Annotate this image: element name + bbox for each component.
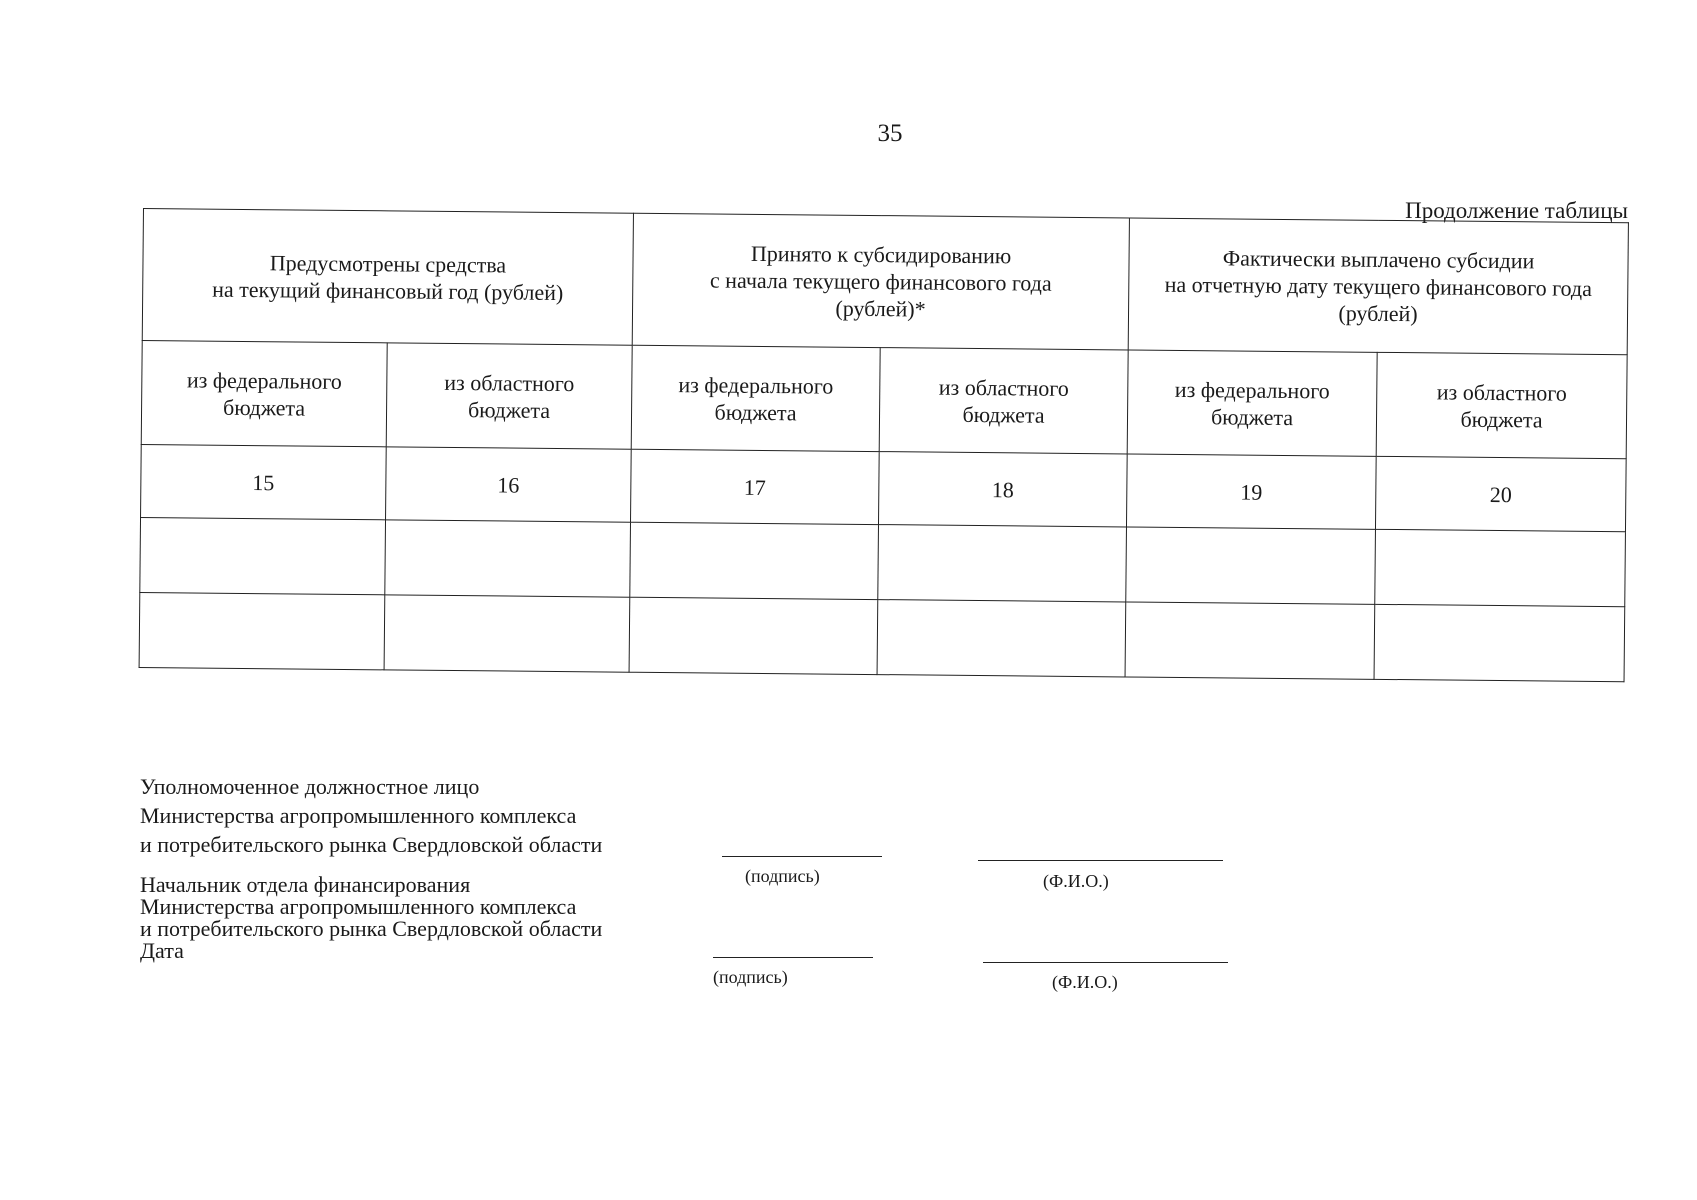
table-row <box>139 592 1625 681</box>
sub-header-cell <box>1127 350 1377 456</box>
group-header-cell <box>1128 218 1628 355</box>
data-cell <box>140 517 386 594</box>
sub-header-regional: из областного бюджета <box>444 369 575 423</box>
signature-caption: (подпись) <box>745 866 820 886</box>
sub-header-regional: из областного бюджета <box>938 374 1069 428</box>
finance-head-title: Начальник отдела финансирования <box>140 872 471 897</box>
group-header-row <box>142 209 1628 355</box>
data-cell <box>385 520 631 597</box>
table-continuation-label: Продолжение таблицы <box>1405 198 1628 223</box>
data-cell <box>630 522 879 599</box>
finance-head-block <box>140 874 700 962</box>
signature-caption: (подпись) <box>713 967 788 987</box>
data-cell <box>1125 602 1375 679</box>
sub-header-cell <box>141 340 387 446</box>
data-cell <box>384 595 630 672</box>
data-cell <box>1126 527 1376 604</box>
group-header-paid: Фактически выплачено субсидии на отчетную дату текущего финансового года (рублей) <box>1164 245 1593 327</box>
authorized-official-title: Уполномоченное должностное лицо <box>140 774 480 799</box>
group-header-cell <box>142 209 633 346</box>
sub-header-row <box>141 340 1627 458</box>
column-number-cell: 20 <box>1375 456 1626 531</box>
authorized-official-block <box>140 772 700 859</box>
table-row <box>140 517 1626 606</box>
data-cell <box>1375 529 1626 606</box>
subsidy-table-container <box>139 208 1628 682</box>
sub-header-federal: из федерального бюджета <box>186 366 342 421</box>
authorized-official-ministry: Министерства агропромышленного комплекса <box>140 803 577 828</box>
finance-head-ministry-region: и потребительского рынка Свердловской области <box>140 916 603 941</box>
data-cell <box>1374 604 1625 681</box>
data-cell <box>629 597 878 674</box>
name-line <box>978 860 1223 861</box>
sub-header-regional: из областного бюджета <box>1436 378 1567 432</box>
signature-section <box>140 772 1640 1012</box>
sub-header-cell <box>879 348 1128 454</box>
data-cell <box>877 600 1126 677</box>
column-number-cell: 15 <box>141 444 387 519</box>
group-header-accepted: Принято к субсидированию с начала текущего финансового года (рублей)* <box>709 240 1052 322</box>
data-cell <box>139 592 385 669</box>
group-header-planned: Предусмотрены средства на текущий финансовый год (рублей) <box>212 249 564 305</box>
signature-line <box>713 957 873 958</box>
date-label: Дата <box>140 938 184 963</box>
name-caption: (Ф.И.О.) <box>1043 871 1109 891</box>
data-cell <box>878 525 1127 602</box>
page-number: 35 <box>877 120 903 147</box>
column-number-cell: 19 <box>1126 454 1376 529</box>
column-number-cell: 17 <box>631 449 880 524</box>
sub-header-cell <box>386 343 632 449</box>
name-line <box>983 962 1228 963</box>
sub-header-cell <box>631 345 880 451</box>
name-caption: (Ф.И.О.) <box>1052 972 1118 992</box>
column-number-cell: 16 <box>386 447 632 522</box>
sub-header-federal: из федерального бюджета <box>678 371 834 425</box>
sub-header-cell <box>1376 352 1627 458</box>
sub-header-federal: из федерального бюджета <box>1174 376 1330 430</box>
authorized-official-ministry-region: и потребительского рынка Свердловской области <box>140 832 603 857</box>
signature-line <box>722 856 882 857</box>
subsidy-table <box>139 208 1629 682</box>
group-header-cell <box>632 213 1129 350</box>
finance-head-ministry: Министерства агропромышленного комплекса <box>140 894 577 919</box>
column-number-cell: 18 <box>879 452 1128 527</box>
